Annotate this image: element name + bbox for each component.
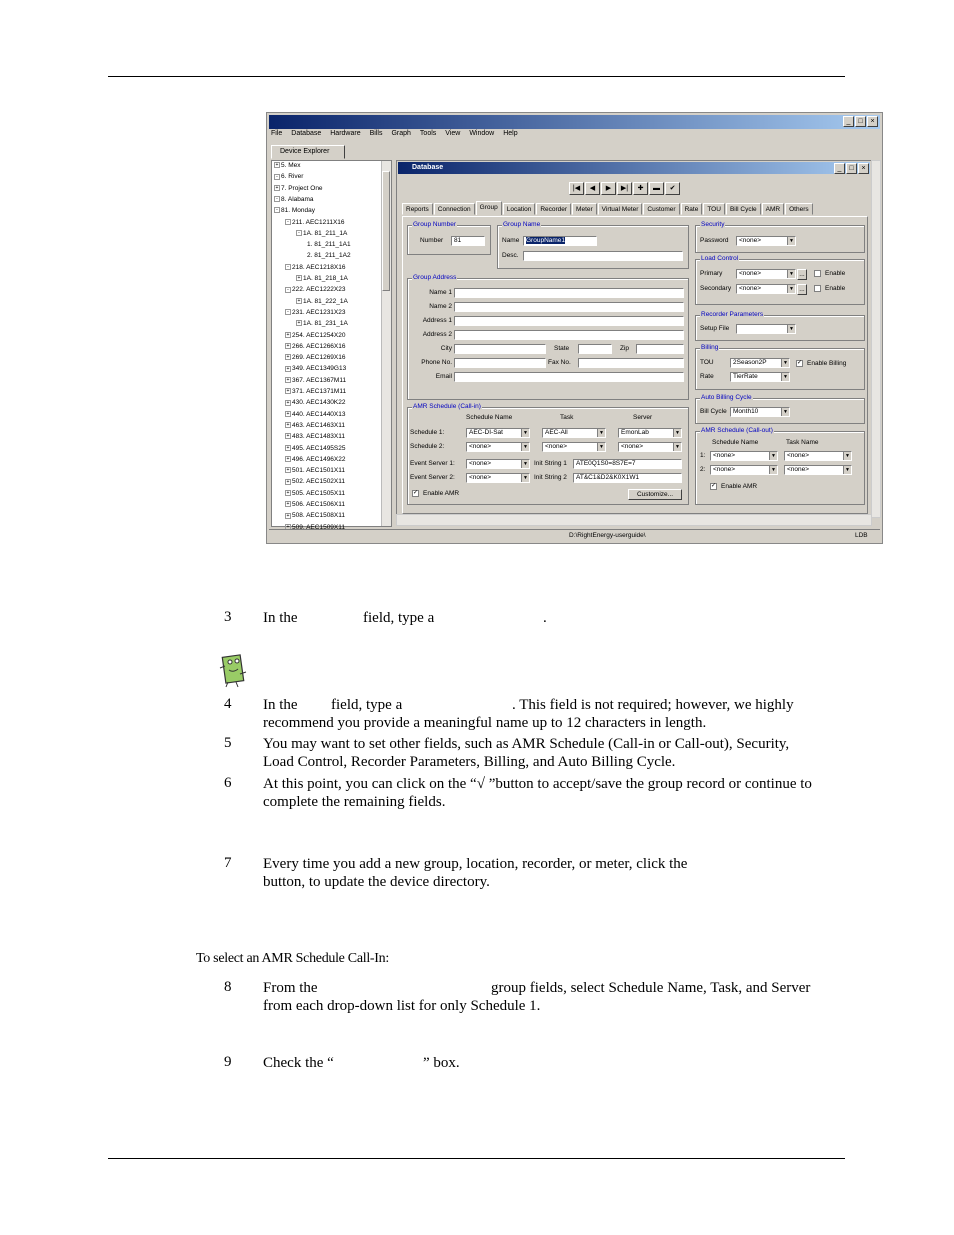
enable-billing-checkbox[interactable]: ✓ (797, 360, 803, 366)
expand-toggle-icon[interactable]: + (286, 433, 290, 440)
status-db: LDB (855, 532, 868, 539)
tree-node[interactable] (285, 343, 346, 351)
tree-node[interactable] (285, 286, 346, 294)
step5-number: 5 (224, 735, 232, 751)
db-close-icon[interactable]: × (858, 163, 869, 174)
enable-billing-label: Enable Billing (807, 360, 847, 367)
tree-node[interactable] (285, 365, 346, 373)
menu-window[interactable]: Window (469, 130, 495, 137)
tree-node-label: 269. AEC1269X16 (292, 354, 346, 362)
tree-node-label: 8. Alabama (281, 195, 314, 203)
horizontal-scrollbar[interactable] (396, 514, 872, 526)
tree-node-label: 509. AEC1509X11 (292, 523, 346, 531)
step5-text-a: You may want to set other fields, such as AMR Schedule (Call-in or Call-out), Security, (263, 736, 790, 752)
tree-node-label: 1A. 81_222_1A (303, 297, 348, 305)
db-maximize-icon[interactable]: □ (846, 163, 857, 174)
chevron-down-icon: ▼ (787, 237, 795, 245)
security-title: Security (701, 221, 725, 228)
step4-text-c: . This field is not required; however, we highly (512, 697, 794, 713)
group-address-box (407, 274, 689, 400)
expand-toggle-icon[interactable]: + (297, 320, 301, 327)
chevron-down-icon: ▼ (843, 452, 851, 460)
tree-node[interactable] (285, 456, 346, 464)
status-path: D:\RightEnergy-userguide\ (569, 532, 646, 539)
secondary-browse-button[interactable]: ... (797, 284, 807, 295)
billing-box (695, 344, 865, 390)
app-titlebar (269, 115, 880, 129)
vertical-scrollbar[interactable] (871, 160, 881, 518)
tree-node-label: 440. AEC1440X13 (292, 410, 346, 418)
maximize-icon[interactable]: □ (855, 116, 866, 127)
tree-node[interactable] (285, 399, 346, 407)
zip-label: Zip (620, 345, 630, 352)
tree-node[interactable] (285, 388, 346, 396)
menu-bills[interactable]: Bills (369, 130, 383, 137)
group-name-box (497, 221, 689, 269)
expand-toggle-icon[interactable]: + (286, 331, 290, 338)
chevron-down-icon: ▼ (673, 443, 681, 451)
email-label: Email (435, 373, 452, 380)
tree-scrollbar[interactable] (381, 161, 391, 526)
expand-toggle-icon[interactable]: + (286, 410, 290, 417)
tree-node[interactable] (285, 512, 345, 520)
tou-select[interactable]: 2Season2P ▼ (730, 358, 790, 368)
tree-node[interactable] (274, 185, 323, 193)
state-field[interactable] (578, 344, 612, 354)
step9-text-b: ” box. (423, 1055, 460, 1071)
auto-billing-box (695, 394, 865, 424)
tab-location[interactable]: Location (503, 203, 536, 215)
tree-node[interactable] (285, 309, 346, 317)
step9-number: 9 (224, 1054, 232, 1070)
tree-node[interactable] (285, 478, 345, 486)
email-field[interactable] (454, 372, 684, 382)
task-header: Task (560, 414, 574, 421)
tab-connection[interactable]: Connection (434, 203, 475, 215)
server-header: Server (633, 414, 653, 421)
primary-select[interactable]: <none> ▼ (736, 269, 796, 279)
tree-node-label: 463. AEC1463X11 (292, 421, 346, 429)
step4-text-a: In the (263, 697, 298, 713)
billing-title: Billing (701, 344, 719, 351)
expand-toggle-icon[interactable]: - (285, 264, 291, 270)
expand-toggle-icon[interactable]: - (285, 219, 291, 225)
prev-record-icon[interactable]: ◀ (585, 182, 600, 195)
enable-amr-callout-label: Enable AMR (721, 483, 758, 490)
name2-field[interactable] (454, 302, 684, 312)
tree-node[interactable] (285, 377, 346, 385)
tree-node-label: 81. Monday (281, 207, 315, 215)
expand-toggle-icon[interactable]: + (286, 343, 290, 350)
amr-callin-title: AMR Schedule (Call-in) (413, 403, 481, 410)
chevron-down-icon: ▼ (781, 408, 789, 416)
group-address-title: Group Address (413, 274, 457, 281)
amr-callout-title: AMR Schedule (Call-out) (701, 427, 773, 434)
phone-field[interactable] (454, 358, 546, 368)
callout2-schedule-select[interactable]: <none> ▼ (710, 465, 778, 475)
city-label: City (440, 345, 452, 352)
expand-toggle-icon[interactable]: + (286, 489, 290, 496)
status-bar (269, 529, 880, 541)
init-string1-label: Init String 1 (534, 460, 567, 467)
step3-number: 3 (224, 609, 232, 625)
expand-toggle-icon[interactable]: + (286, 422, 290, 429)
tab-tou[interactable]: TOU (703, 203, 725, 215)
tree-node-label: 211. AEC1211X16 (292, 218, 345, 226)
schedule-name-header: Schedule Name (466, 414, 513, 421)
delete-record-icon[interactable]: ▬ (649, 182, 664, 195)
tree-node-label: 218. AEC1218X16 (292, 263, 346, 271)
password-select[interactable]: <none> ▼ (736, 236, 796, 246)
secondary-select[interactable]: <none> ▼ (736, 284, 796, 294)
tou-label: TOU (700, 359, 714, 366)
name1-field[interactable] (454, 288, 684, 298)
customize-button[interactable]: Customize... (628, 489, 682, 500)
tree-node-label: 231. AEC1231X23 (292, 308, 346, 316)
auto-billing-title: Auto Billing Cycle (701, 394, 752, 401)
tree-node-label: 495. AEC1495S25 (292, 444, 346, 452)
tree-node-label: 430. AEC1430K22 (292, 399, 346, 407)
tree-node[interactable] (285, 264, 346, 272)
secondary-enable-checkbox[interactable] (814, 285, 821, 292)
application-screenshot (266, 112, 883, 544)
tree-node-label: 2. 81_211_1A2 (307, 252, 351, 260)
event-server1-label: Event Server 1: (410, 460, 455, 467)
tree-node[interactable] (285, 219, 345, 227)
step8-number: 8 (224, 979, 232, 995)
primary-enable-label: Enable (825, 270, 846, 277)
group-name-field[interactable] (523, 236, 597, 246)
tree-node-label: 5. Mex (281, 162, 301, 169)
tree-node[interactable] (274, 173, 303, 181)
tree-node-label: 496. AEC1496X22 (292, 455, 346, 463)
load-control-title: Load Control (701, 255, 739, 262)
step6-text-b: complete the remaining fields. (263, 794, 446, 810)
step8-text-c: from each drop-down list for only Schedule 1. (263, 998, 541, 1014)
chevron-down-icon: ▼ (597, 429, 605, 437)
step7-text-a: Every time you add a new group, location, recorder, or meter, click the (263, 856, 688, 872)
expand-toggle-icon[interactable]: + (286, 512, 290, 519)
last-record-icon[interactable]: ▶| (617, 182, 632, 195)
tab-others[interactable]: Others (785, 203, 813, 215)
tree-node-label: 266. AEC1266X16 (292, 342, 346, 350)
chevron-down-icon: ▼ (521, 443, 529, 451)
expand-toggle-icon[interactable]: + (286, 456, 290, 463)
schedule1-server-select[interactable]: EmonLab ▼ (618, 428, 682, 438)
schedule2-name-select[interactable]: <none> ▼ (466, 442, 530, 452)
tree-node[interactable] (285, 445, 346, 453)
tree-node-label: 508. AEC1508X11 (292, 512, 346, 520)
callout-row1-label: 1: (700, 452, 706, 459)
schedule2-server-select[interactable]: <none> ▼ (618, 442, 682, 452)
step3-text-b: field, type a (363, 610, 435, 626)
menu-hardware[interactable]: Hardware (330, 130, 361, 137)
tree-node-label: 501. AEC1501X11 (292, 467, 346, 475)
number-label: Number (420, 237, 444, 244)
minimize-icon[interactable]: _ (843, 116, 854, 127)
address2-label: Address 2 (422, 331, 452, 338)
address1-field[interactable] (454, 316, 684, 326)
database-window (396, 160, 872, 518)
recorder-params-title: Recorder Parameters (701, 311, 764, 318)
expand-toggle-icon[interactable]: + (286, 399, 290, 406)
menu-database[interactable]: Database (291, 130, 322, 137)
tab-meter[interactable]: Meter (572, 203, 597, 215)
tree-node[interactable] (285, 411, 346, 419)
group-name-title: Group Name (503, 221, 541, 228)
tree-node[interactable] (296, 230, 347, 238)
chevron-down-icon: ▼ (521, 429, 529, 437)
group-name-value: GroupName1 (526, 237, 566, 244)
schedule2-task-select[interactable]: <none> ▼ (542, 442, 606, 452)
event-server1-select[interactable]: <none> ▼ (466, 459, 530, 469)
expand-toggle-icon[interactable]: - (274, 196, 280, 202)
tree-node-label: 254. AEC1254X20 (292, 331, 346, 339)
menu-tools[interactable]: Tools (419, 130, 437, 137)
enable-amr-callin-checkbox[interactable]: ✓ (413, 490, 419, 496)
tree-node-label: 371. AEC1371M11 (292, 388, 347, 395)
tab-rate[interactable]: Rate (681, 203, 703, 215)
footer-rule (108, 1158, 845, 1159)
tab-virtual-meter[interactable]: Virtual Meter (598, 203, 643, 215)
expand-toggle-icon[interactable]: + (286, 523, 290, 530)
step9-text-a: Check the “ (263, 1055, 334, 1071)
expand-toggle-icon[interactable]: + (286, 365, 290, 372)
tree-node[interactable] (285, 501, 345, 509)
expand-toggle-icon[interactable]: - (274, 174, 280, 180)
step7-number: 7 (224, 855, 232, 871)
setup-file-label: Setup File (700, 325, 730, 332)
primary-label: Primary (700, 270, 723, 277)
tree-node[interactable] (307, 241, 351, 249)
callout1-task-select[interactable]: <none> ▼ (784, 451, 852, 461)
zip-field[interactable] (636, 344, 684, 354)
tab-recorder[interactable]: Recorder (536, 203, 571, 215)
tree-node-label: 506. AEC1506X11 (292, 501, 346, 508)
schedule2-label: Schedule 2: (410, 443, 445, 450)
chevron-down-icon: ▼ (843, 466, 851, 474)
note-icon (216, 650, 248, 688)
bill-cycle-select[interactable]: Month10 ▼ (730, 407, 790, 417)
tree-node[interactable] (285, 490, 345, 498)
expand-toggle-icon[interactable]: + (286, 354, 290, 361)
secondary-label: Secondary (700, 285, 732, 292)
expand-toggle-icon[interactable]: + (286, 501, 290, 508)
address1-label: Address 1 (422, 317, 452, 324)
chevron-down-icon: ▼ (673, 429, 681, 437)
chevron-down-icon: ▼ (521, 474, 529, 482)
tree-node-label: 1A. 81_231_1A (303, 320, 348, 328)
secondary-enable-label: Enable (825, 285, 846, 292)
header-rule (108, 76, 845, 77)
schedule1-task-select[interactable]: AEC-All ▼ (542, 428, 606, 438)
menu-help[interactable]: Help (503, 130, 518, 137)
step6-number: 6 (224, 775, 232, 791)
event-server2-label: Event Server 2: (410, 474, 455, 481)
chevron-down-icon: ▼ (787, 325, 795, 333)
address2-field[interactable] (454, 330, 684, 340)
expand-toggle-icon[interactable]: + (286, 478, 290, 485)
primary-enable-checkbox[interactable] (814, 270, 821, 277)
database-tabs (402, 203, 813, 215)
expand-toggle-icon[interactable]: + (286, 467, 290, 474)
tree-node[interactable] (296, 298, 348, 306)
state-label: State (554, 345, 570, 352)
amr-callin-box (407, 403, 689, 505)
tab-amr[interactable]: AMR (762, 203, 784, 215)
enable-amr-callout-checkbox[interactable]: ✓ (711, 483, 717, 489)
tree-node[interactable] (274, 207, 315, 215)
step5-text-b: Load Control, Recorder Parameters, Billing, and Auto Billing Cycle. (263, 754, 676, 770)
scroll-thumb[interactable] (382, 171, 390, 291)
amr-callout-box (695, 427, 865, 505)
init-string1-field[interactable]: ATE0Q1S0=8S7E=7 (573, 459, 682, 469)
chevron-down-icon: ▼ (597, 443, 605, 451)
expand-toggle-icon[interactable]: - (285, 309, 291, 315)
chevron-down-icon: ▼ (781, 373, 789, 381)
subheading: To select an AMR Schedule Call-In: (196, 951, 389, 966)
step6-text-a: At this point, you can click on the “√ ”button to accept/save the group record or continue to (263, 776, 812, 792)
tab-bill-cycle[interactable]: Bill Cycle (726, 203, 761, 215)
number-field[interactable]: 81 (451, 236, 485, 246)
tree-node-label: 483. AEC1483X11 (292, 433, 346, 441)
next-record-icon[interactable]: ▶ (601, 182, 616, 195)
load-control-box (695, 255, 865, 305)
callout-task-header: Task Name (786, 439, 819, 446)
tree-node-label: 1A. 81_218_1A (303, 275, 348, 282)
security-box (695, 221, 865, 253)
callout-row2-label: 2: (700, 466, 706, 473)
step3-text-c: . (543, 610, 547, 626)
tree-node[interactable] (285, 332, 346, 340)
name2-label: Name 2 (429, 303, 452, 310)
tree-node[interactable] (296, 320, 348, 328)
group-number-box (407, 221, 491, 255)
rate-label: Rate (700, 373, 714, 380)
step4-text-b: field, type a (331, 697, 403, 713)
tab-reports[interactable]: Reports (402, 203, 433, 215)
name1-label: Name 1 (429, 289, 452, 296)
tree-node[interactable] (307, 252, 351, 260)
schedule1-name-select[interactable]: AEC-DI-Sat ▼ (466, 428, 530, 438)
tree-node-label: 1. 81_211_1A1 (307, 241, 351, 249)
menu-bar (271, 130, 518, 141)
tree-node[interactable] (285, 433, 345, 441)
expand-toggle-icon[interactable]: - (285, 287, 291, 293)
device-tree (271, 160, 392, 531)
chevron-down-icon: ▼ (787, 285, 795, 293)
group-number-title: Group Number (413, 221, 456, 228)
event-server2-select[interactable]: <none> ▼ (466, 473, 530, 483)
step7-text-b: button, to update the device directory. (263, 874, 490, 890)
tree-node[interactable] (285, 467, 345, 475)
recorder-params-box (695, 311, 865, 341)
menu-view[interactable]: View (445, 130, 461, 137)
init-string2-field[interactable]: AT&C1&D2&K0X1W1 (573, 473, 682, 483)
callout-schedule-header: Schedule Name (712, 439, 759, 446)
name-label: Name (502, 237, 520, 244)
expand-toggle-icon[interactable]: + (275, 162, 279, 169)
menu-graph[interactable]: Graph (391, 130, 411, 137)
close-icon[interactable]: × (867, 116, 878, 127)
expand-toggle-icon[interactable]: - (274, 207, 280, 213)
expand-toggle-icon[interactable]: - (296, 230, 302, 236)
group-panel (402, 216, 868, 514)
step4-text-d: recommend you provide a meaningful name up to 12 characters in length. (263, 715, 707, 731)
add-record-icon[interactable]: ✚ (633, 182, 648, 195)
phone-label: Phone No. (421, 359, 452, 366)
callout2-task-select[interactable]: <none> ▼ (784, 465, 852, 475)
bill-cycle-label: Bill Cycle (700, 408, 727, 415)
menu-file[interactable]: File (271, 130, 283, 137)
tab-group[interactable]: Group (476, 201, 502, 215)
tree-node-label: 1A. 81_211_1A (303, 229, 348, 237)
chevron-down-icon: ▼ (769, 466, 777, 474)
accept-record-icon[interactable]: ✔ (665, 182, 680, 195)
tree-node-label: 6. River (281, 173, 304, 181)
step3-text-a: In the (263, 610, 298, 626)
primary-browse-button[interactable]: ... (797, 269, 807, 280)
expand-toggle-icon[interactable]: + (297, 275, 301, 282)
tree-node-label: 505. AEC1505X11 (292, 489, 346, 497)
tree-node-label: 222. AEC1222X23 (292, 286, 346, 294)
schedule1-label: Schedule 1: (410, 429, 445, 436)
desc-field[interactable] (523, 251, 683, 261)
chevron-down-icon: ▼ (769, 452, 777, 460)
chevron-down-icon: ▼ (521, 460, 529, 468)
db-minimize-icon[interactable]: _ (834, 163, 845, 174)
device-explorer-tab[interactable]: Device Explorer (271, 145, 345, 159)
enable-amr-label: Enable AMR (423, 490, 460, 497)
fax-label: Fax No. (548, 359, 571, 366)
init-string2-label: Init String 2 (534, 474, 567, 481)
desc-label: Desc. (502, 252, 519, 259)
step4-number: 4 (224, 696, 232, 712)
tree-node-label: 349. AEC1349G13 (292, 365, 347, 373)
tree-node[interactable] (296, 275, 348, 283)
setup-file-select[interactable] (736, 324, 796, 334)
chevron-down-icon: ▼ (781, 359, 789, 367)
tree-node[interactable] (285, 422, 345, 430)
tree-node[interactable] (285, 354, 346, 362)
password-label: Password (700, 237, 729, 244)
callout1-schedule-select[interactable]: <none> ▼ (710, 451, 778, 461)
rate-select[interactable]: TierRate ▼ (730, 372, 790, 382)
step8-text-b: group fields, select Schedule Name, Task, and Server (491, 980, 811, 996)
tree-node-label: 367. AEC1367M11 (292, 376, 347, 384)
fax-field[interactable] (578, 358, 684, 368)
tab-customer[interactable]: Customer (643, 203, 679, 215)
tree-node-label: 7. Project One (281, 184, 323, 192)
record-navigator (569, 182, 680, 195)
expand-toggle-icon[interactable]: + (297, 297, 301, 304)
expand-toggle-icon[interactable]: + (286, 444, 290, 451)
first-record-icon[interactable]: |◀ (569, 182, 584, 195)
tree-node-label: 502. AEC1502X11 (292, 478, 346, 486)
expand-toggle-icon[interactable]: + (286, 376, 290, 383)
city-field[interactable] (454, 344, 546, 354)
database-title: Database (398, 162, 870, 174)
expand-toggle-icon[interactable]: + (275, 184, 279, 191)
expand-toggle-icon[interactable]: + (286, 388, 290, 395)
step8-text-a: From the (263, 980, 318, 996)
tree-node[interactable] (274, 196, 314, 204)
tree-node[interactable] (274, 162, 301, 170)
chevron-down-icon: ▼ (787, 270, 795, 278)
